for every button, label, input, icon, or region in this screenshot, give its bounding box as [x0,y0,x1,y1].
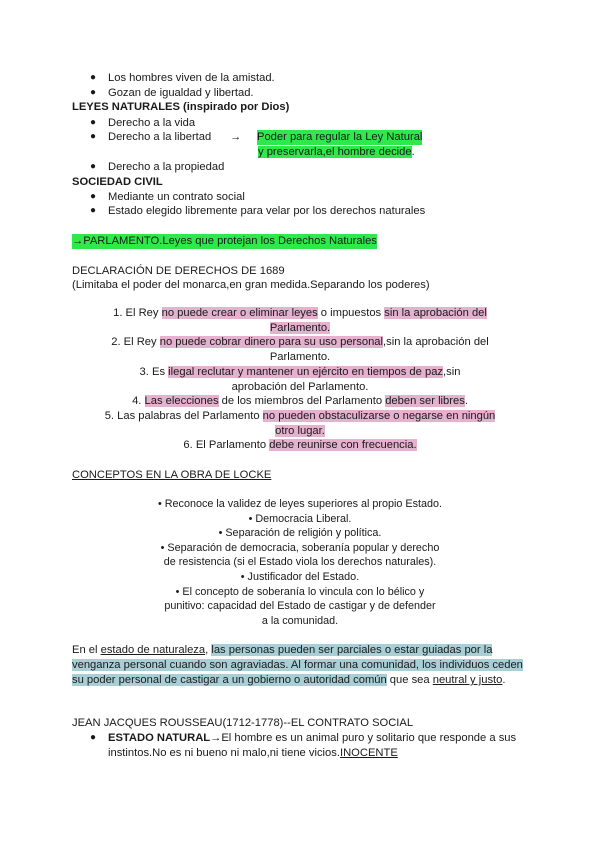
item-text: ,sin la aprobación del [383,336,489,348]
concepto-line: • Justificador del Estado. [240,570,360,583]
highlight-text: su poder personal de castigar a un gobierno o autoridad común [72,674,387,686]
underlined-text: INOCENTE [339,747,398,759]
item-text: instintos.No es ni bueno ni malo,ni tiene vicios. [108,747,340,759]
highlight-text: ilegal reclutar y mantener un ejército en tiempos de paz [168,366,444,378]
item-text: →El hombre es un animal puro y solitario que responde a sus [210,732,517,744]
bullet-marker: ● [90,131,97,142]
bullet-item: Gozan de igualdad y libertad. [108,87,254,99]
item-text: 3. Es [139,366,169,378]
bullet-marker: ● [90,191,97,202]
estado-paragraph-line-1 [72,643,492,658]
concepto-line: • Separación de democracia, soberanía popular y derecho [160,541,440,554]
estado-paragraph-line-3 [72,673,506,688]
highlight-text: las personas pueden ser parciales o estar guiadas por la [211,644,493,656]
highlight-text: deben ser libres [385,395,465,407]
item-text: 4. [132,395,145,407]
bullet-item: Mediante un contrato social [108,191,245,203]
bullet-item: Derecho a la vida [108,117,196,129]
bold-term: ESTADO NATURAL [108,732,211,744]
item-text: o impuestos [317,307,385,319]
concepto-line: • Reconoce la validez de leyes superiores al propio Estado. [157,498,443,510]
declaracion-item-1 [60,306,540,335]
highlight-text: debe reunirse con frecuencia. [269,439,417,451]
para-text: En el [72,644,101,656]
item-text: aprobación del Parlamento. [231,380,369,393]
item-text: 1. El Rey [113,307,162,319]
declaracion-subtitle: (Limitaba el poder del monarca,en gran medida.Separando los poderes) [72,279,430,291]
highlight-text: otro lugar. [275,424,325,437]
rousseau-heading: JEAN JACQUES ROUSSEAU(1712-1778)--EL CONTRATO SOCIAL [72,717,414,729]
bullet-item: Derecho a la libertad [108,131,212,143]
highlighted-note-line2 [258,145,415,160]
para-text: . [502,674,506,686]
highlight-text: Parlamento. [269,321,331,334]
highlight-text: no puede cobrar dinero para su uso personal [159,336,384,348]
conceptos-list [60,497,540,628]
declaracion-title: DECLARACIÓN DE DERECHOS DE 1689 [72,265,285,277]
declaracion-item-3 [60,365,540,394]
concepto-line: punitivo: capacidad del Estado de castigar y de defender [164,600,436,613]
declaracion-item-5 [60,409,540,438]
conceptos-heading: CONCEPTOS EN LA OBRA DE LOCKE [72,469,272,481]
concepto-line: • Democracia Liberal. [248,512,352,525]
item-text: . [464,395,468,407]
highlight-text: sin la aprobación del [384,307,487,319]
para-text: que sea [386,674,433,686]
arrow-icon: → [230,131,242,143]
highlight-text: no pueden obstaculizarse o negarse en ningún [262,410,496,422]
highlight-text: Las elecciones [144,395,219,407]
bullet-marker: ● [90,87,97,98]
bullet-marker: ● [90,732,97,743]
section-heading-leyes: LEYES NATURALES (inspirado por Dios) [72,101,290,113]
concepto-line: a la comunidad. [261,614,339,627]
para-text: , [205,644,212,656]
item-text: 2. El Rey [111,336,160,348]
underlined-text: neutral y justo [432,674,503,686]
highlight-text: no puede crear o eliminar leyes [161,307,318,319]
declaracion-item-6 [60,438,540,453]
concepto-line: • El concepto de soberanía lo vincula con lo bélico y [175,585,425,598]
item-text: ,sin [443,366,461,378]
rousseau-item-line-1 [108,731,516,746]
estado-paragraph-line-2 [72,658,523,673]
underlined-text: estado de naturaleza [100,644,206,656]
period: . [411,146,415,158]
bullet-item: Los hombres viven de la amistad. [108,72,275,84]
section-heading-sociedad: SOCIEDAD CIVIL [72,176,163,188]
rousseau-item-line-2 [108,746,398,761]
bullet-marker: ● [90,117,97,128]
declaracion-item-2 [60,335,540,364]
bullet-marker: ● [90,205,97,216]
concepto-line: • Separación de religión y política. [218,527,382,540]
highlighted-note-text: y preservarla,el hombre decide [258,146,412,158]
declaracion-item-4 [60,394,540,409]
item-text: 5. Las palabras del Parlamento [104,410,263,422]
bullet-marker: ● [90,72,97,83]
highlighted-note: Poder para regular la Ley Natural [257,131,423,143]
bullet-item: Derecho a la propiedad [108,161,225,173]
item-text: Parlamento. [269,350,331,363]
parlamento-note: →PARLAMENTO.Leyes que protejan los Derechos Naturales [72,235,377,247]
bullet-item: Estado elegido libremente para velar por los derechos naturales [108,205,426,217]
bullet-marker: ● [90,161,97,172]
item-text: 6. El Parlamento [183,439,270,451]
item-text: de los miembros del Parlamento [218,395,386,407]
highlight-text: venganza personal cuando son agraviadas. Al formar una comunidad, los individuos ceden [72,659,523,671]
concepto-line: de resistencia (si el Estado viola los derechos naturales). [163,556,437,569]
